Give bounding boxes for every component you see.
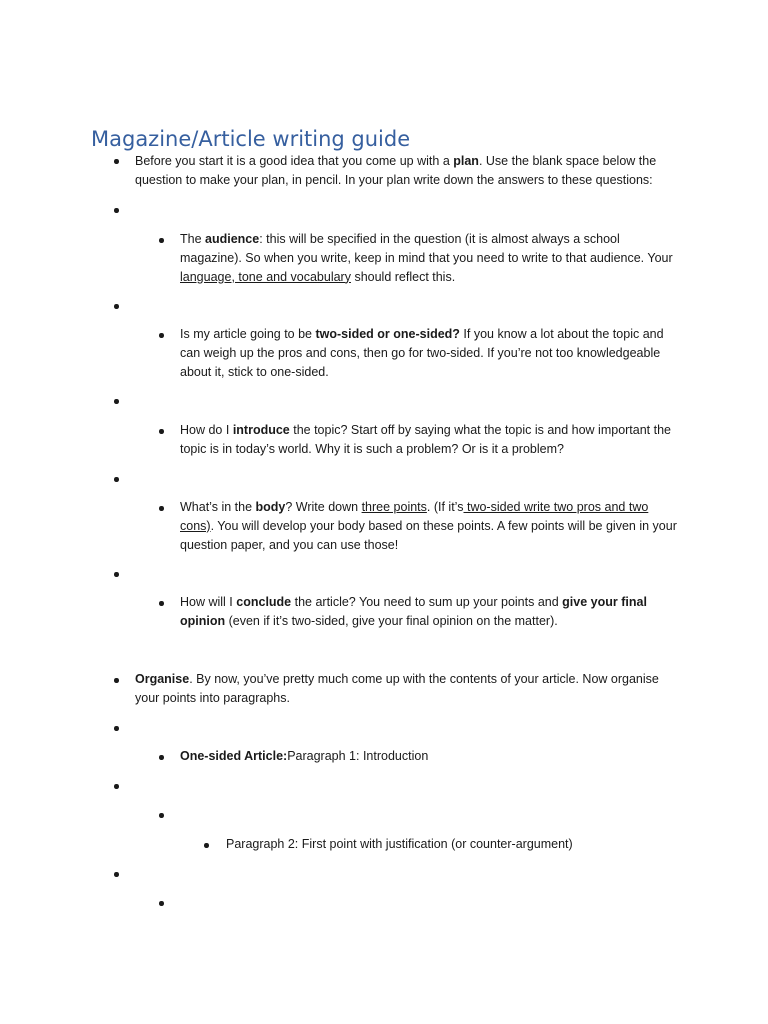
empty-bullet [114,784,119,789]
list-item-paragraph-2: Paragraph 2: First point with justification (or counter-argument) [226,837,573,851]
empty-bullet [114,399,119,404]
empty-bullet [159,813,164,818]
list-item-organise: Organise. By now, you’ve pretty much come up with the contents of your article. Now organise your points into paragraphs. [135,672,659,705]
list-item-plan: Before you start it is a good idea that you come up with a plan. Use the blank space below the question to make your plan, in pencil. In your plan write down the answers to these questions: [135,154,657,187]
bullet [114,159,119,164]
list-item-conclude: How will I conclude the article? You need to sum up your points and give your final opinion (even if it’s two-sided, give your final opinion on the matter). [180,595,647,628]
bullet [159,755,164,760]
list-item-two-sided: Is my article going to be two-sided or one-sided? If you know a lot about the topic and can weigh up the pros and cons, then go for two-sided. If you’re not too knowledgeable about it, stick to one-sided. [180,327,664,379]
list-item-audience: The audience: this will be specified in the question (it is almost always a school magazine). So when you write, keep in mind that you need to write to that audience. Your language, tone and vocabulary should reflect this. [180,232,673,284]
empty-bullet [114,477,119,482]
empty-bullet [114,208,119,213]
list-item-introduce: How do I introduce the topic? Start off by saying what the topic is and how important the topic is in today’s world. Why it is such a problem? Or is it a problem? [180,423,672,456]
bullet [159,429,164,434]
empty-bullet [114,726,119,731]
empty-bullet [114,304,119,309]
list-item-one-sided: One-sided Article:Paragraph 1: Introduction [180,749,429,763]
empty-bullet [159,901,164,906]
bullet [204,843,209,848]
bullet [159,333,164,338]
bullet [159,506,164,511]
bullet [114,678,119,683]
bullet [159,601,164,606]
empty-bullet [114,572,119,577]
list-item-body: What’s in the body? Write down three points. (If it’s two-sided write two pros and two cons). You will develop your body based on these points. A few points will be given in your question paper, and you can use those! [180,500,677,552]
document-title: Magazine/Article writing guide [91,127,411,151]
bullet [159,238,164,243]
empty-bullet [114,872,119,877]
